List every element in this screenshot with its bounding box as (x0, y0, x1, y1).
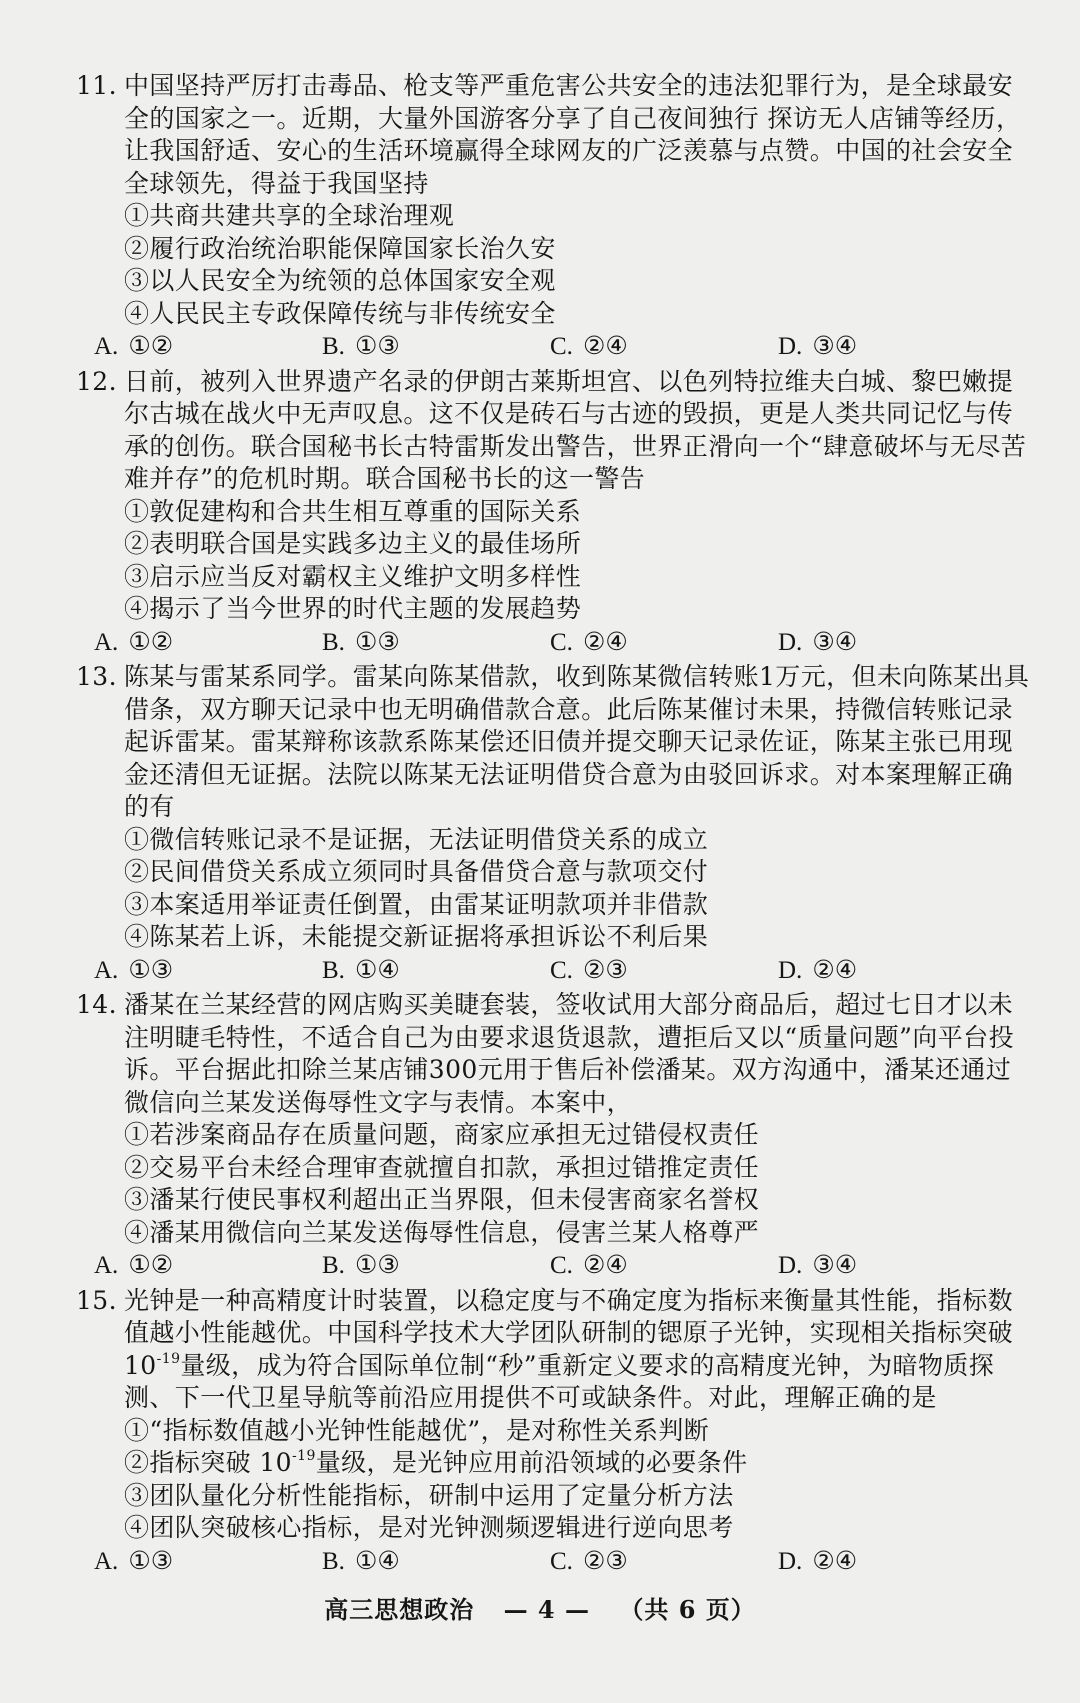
option-3: ③启示应当反对霸权主义维护文明多样性 (124, 561, 582, 591)
option-3: ③潘某行使民事权利超出正当界限，但未侵害商家名誉权 (124, 1185, 760, 1214)
question-text: 陈某与雷某系同学。雷某向陈某借款，收到陈某微信转账1万元，但未向陈某出具借条，双方聊天记录中也无明确借款合意。此后陈某催讨未果，持微信转账记录起诉雷某。雷某辩称该款系陈某偿还旧债并提交聊天记录佐证，陈某主张已用现金还清但无证据。法院以陈某无法证明借贷合意为由驳回诉求。对本案理解正确的有 (124, 662, 1030, 821)
question-stem (78, 70, 1030, 200)
question-stem (78, 989, 1030, 1119)
footer-page-number: — 4 — (503, 1595, 590, 1624)
question-number: 15. (76, 1285, 117, 1315)
option-1: ①若涉案商品存在质量问题，商家应承担无过错侵权责任 (124, 1120, 760, 1149)
option-1: ①共商共建共享的全球治理观 (124, 201, 455, 230)
question-number: 11. (76, 71, 117, 100)
option-2: ②履行政治统治职能保障国家长治久安 (124, 233, 556, 263)
choice-a: A. ①③ (94, 954, 174, 984)
choice-d: D. ③④ (778, 331, 858, 360)
option-3: ③团队量化分析性能指标，研制中运用了定量分析方法 (124, 1480, 734, 1510)
question-number: 12. (76, 366, 117, 396)
option-list (78, 496, 1030, 626)
choice-d: D. ③④ (778, 1250, 858, 1279)
choice-d: D. ③④ (778, 626, 858, 656)
option-4: ④陈某若上诉，未能提交新证据将承担诉讼不利后果 (124, 922, 709, 951)
question-11 (78, 70, 1030, 364)
choice-c: C. ②④ (550, 331, 628, 360)
option-4: ④揭示了当今世界的时代主题的发展趋势 (124, 594, 582, 623)
choice-b: B. ①④ (322, 954, 400, 984)
choice-c: C. ②③ (550, 1545, 628, 1575)
question-text: 中国坚持严厉打击毒品、枪支等严重危害公共安全的违法犯罪行为，是全球最安全的国家之一。近期，大量外国游客分享了自己夜间独行 探访无人店铺等经历，让我国舒适、安心的生活环境赢得全球网友的广泛羡慕与点赞。中国的社会安全全球领先，得益于我国坚持 (124, 71, 1022, 198)
option-3: ③本案适用举证责任倒置，由雷某证明款项并非借款 (124, 889, 709, 919)
question-number: 13. (76, 662, 117, 691)
footer-subject: 高三思想政治 (324, 1595, 475, 1624)
answer-choices (78, 1249, 1030, 1283)
answer-choices (78, 626, 1030, 660)
question-text: 潘某在兰某经营的网店购买美睫套装，签收试用大部分商品后，超过七日才以未注明睫毛特性，不适合自己为由要求退货退款，遭拒后又以“质量问题”向平台投诉。平台据此扣除兰某店铺300元用于售后补偿潘某。双方沟通中，潘某还通过微信向兰某发送侮辱性文字与表情。本案中， (124, 990, 1014, 1117)
answer-choices (78, 954, 1030, 988)
page-footer (0, 1590, 1080, 1625)
choice-b: B. ①④ (322, 1545, 400, 1575)
choice-d: D. ②④ (778, 954, 858, 984)
choice-a: A. ①② (94, 626, 174, 656)
choice-c: C. ②④ (550, 1250, 628, 1279)
choice-b: B. ①③ (322, 331, 400, 360)
choice-a: A. ①③ (94, 1545, 174, 1575)
answer-choices (78, 1545, 1030, 1579)
question-stem (78, 661, 1030, 824)
exponent: -19 (156, 1350, 181, 1367)
answer-choices (78, 330, 1030, 364)
choice-c: C. ②④ (550, 626, 628, 656)
option-1: ①敦促建构和合共生相互尊重的国际关系 (124, 496, 582, 526)
choice-b: B. ①③ (322, 626, 400, 656)
option-list (78, 1415, 1030, 1545)
choice-a: A. ①② (94, 1250, 174, 1279)
option-4: ④潘某用微信向兰某发送侮辱性信息，侵害兰某人格尊严 (124, 1217, 760, 1247)
option-2: ②表明联合国是实践多边主义的最佳场所 (124, 529, 582, 558)
question-15 (78, 1285, 1030, 1579)
choice-c: C. ②③ (550, 954, 628, 984)
choice-a: A. ①② (94, 331, 174, 360)
option-4: ④人民民主专政保障传统与非传统安全 (124, 298, 556, 328)
option-list (78, 824, 1030, 954)
question-14 (78, 989, 1030, 1283)
question-stem (78, 366, 1030, 496)
option-2: ②民间借贷关系成立须同时具备借贷合意与款项交付 (124, 857, 709, 886)
question-text-part-2: 量级，成为符合国际单位制“秒”重新定义要求的高精度光钟，为暗物质探测、下一代卫星导航等前沿应用提供不可或缺条件。对此，理解正确的是 (124, 1350, 995, 1412)
option-2: ②交易平台未经合理审查就擅自扣款，承担过错推定责任 (124, 1152, 760, 1182)
option-1: ①微信转账记录不是证据，无法证明借贷关系的成立 (124, 824, 709, 854)
option-4: ④团队突破核心指标，是对光钟测频逻辑进行逆向思考 (124, 1513, 734, 1542)
option-list (78, 1119, 1030, 1249)
choice-b: B. ①③ (322, 1250, 400, 1279)
option-list (78, 200, 1030, 330)
question-text: 日前，被列入世界遗产名录的伊朗古莱斯坦宫、以色列特拉维夫白城、黎巴嫩提尔古城在战火中无声叹息。这不仅是砖石与古迹的毁损，更是人类共同记忆与传承的创伤。联合国秘书长古特雷斯发出警告，世界正滑向一个“肆意破坏与无尽苦难并存”的危机时期。联合国秘书长的这一警告 (124, 366, 1027, 493)
option-1: ①“指标数值越小光钟性能越优”，是对称性关系判断 (124, 1415, 710, 1445)
exponent-base: 10 (124, 1350, 157, 1380)
choice-d: D. ②④ (778, 1545, 858, 1575)
question-12 (78, 366, 1030, 660)
question-number: 14. (76, 990, 117, 1019)
question-text-part-1: 光钟是一种高精度计时装置，以稳定度与不确定度为指标来衡量其性能，指标数值越小性能越优。中国科学技术大学团队研制的锶原子光钟，实现相关指标突破 (124, 1285, 1014, 1347)
option-2: ②指标突破 $10^{-19}$量级，是光钟应用前沿领域的必要条件 (124, 1448, 748, 1477)
footer-page-total: （共 6 页） (619, 1595, 756, 1624)
option-3: ③以人民安全为统领的总体国家安全观 (124, 266, 556, 295)
question-stem (78, 1285, 1030, 1415)
question-13 (78, 661, 1030, 987)
